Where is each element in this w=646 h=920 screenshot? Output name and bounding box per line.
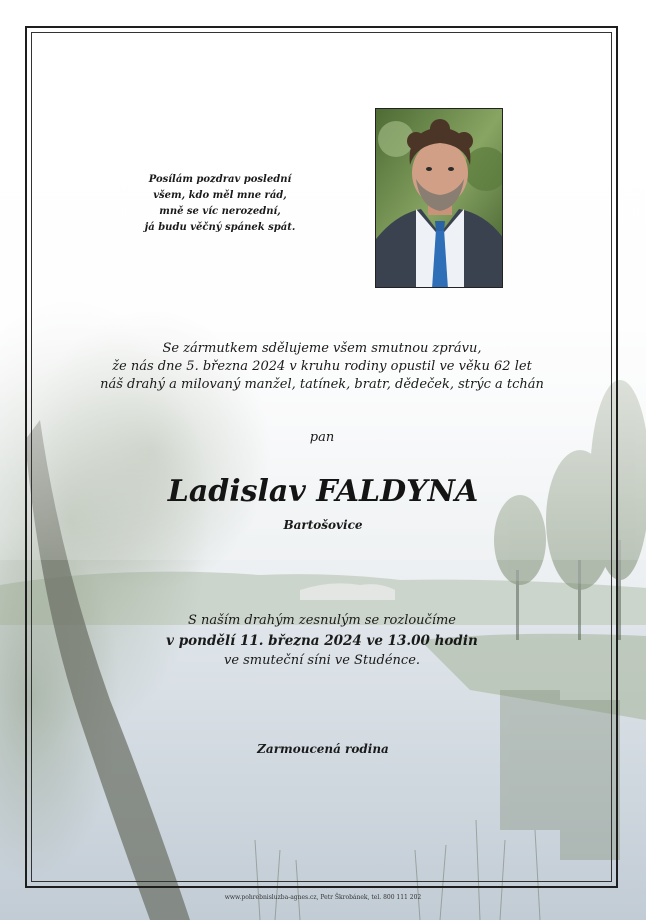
funeral-date-time: v pondělí 11. března 2024 ve 13.00 hodin xyxy=(166,633,478,649)
portrait-image xyxy=(376,109,503,288)
funeral-line-intro: S naším drahým zesnulým se rozloučíme xyxy=(187,613,457,628)
mourning-family-signature: Zarmoucená rodina xyxy=(257,742,389,756)
poem-line: Posílám pozdrav poslední xyxy=(148,174,292,185)
announcement-line: náš drahý a milovaný manžel, tatínek, bratr, dědeček, strýc a tchán xyxy=(100,377,544,392)
funeral-venue: ve smuteční síni ve Studénce. xyxy=(223,653,421,668)
poem-line: já budu věčný spánek spát. xyxy=(144,222,296,233)
poem-line: všem, kdo měl mne rád, xyxy=(153,190,287,201)
announcement-line: že nás dne 5. března 2024 v kruhu rodiny opustil ve věku 62 let xyxy=(112,359,532,374)
deceased-name: Ladislav FALDYNA xyxy=(167,474,479,509)
salutation: pan xyxy=(309,430,335,445)
funeral-service-footer: www.pohrebnisluzba-agnes.cz, Petr Škrobánek, tel. 800 111 202 xyxy=(224,894,422,901)
poem-line: mně se víc nerozední, xyxy=(159,206,281,217)
memorial-poem xyxy=(120,172,320,236)
funeral-info xyxy=(100,611,544,671)
announcement-line: Se zármutkem sdělujeme všem smutnou zprávu, xyxy=(162,341,482,356)
announcement-text xyxy=(60,340,584,394)
deceased-town: Bartošovice xyxy=(283,518,363,532)
deceased-portrait-photo xyxy=(375,108,503,288)
